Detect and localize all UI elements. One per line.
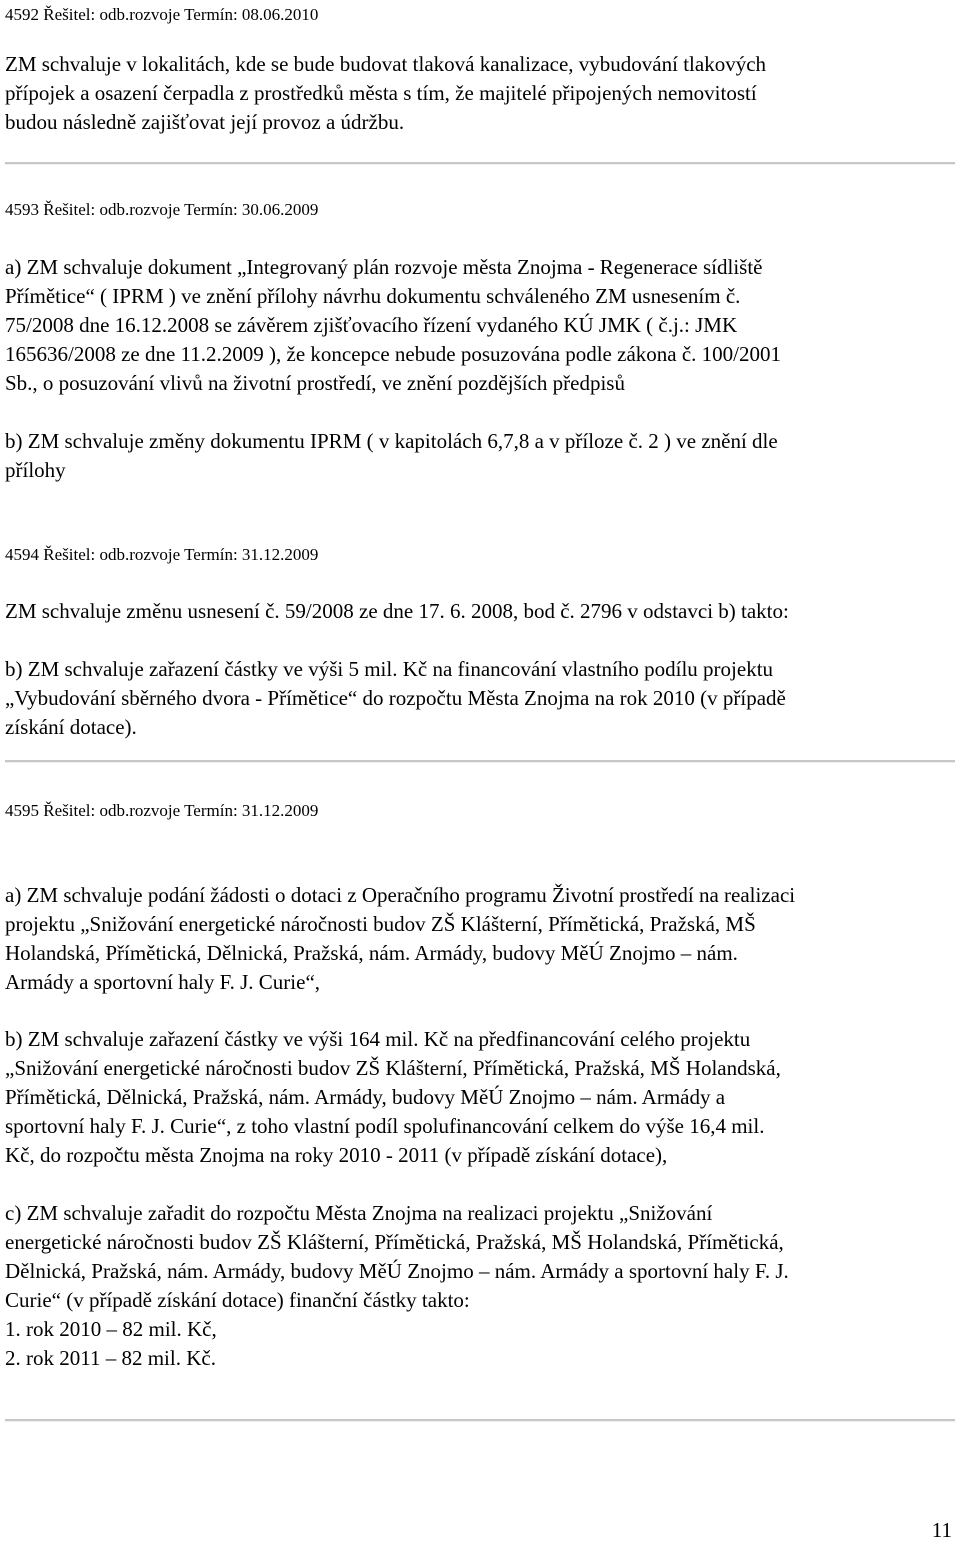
separator-line — [5, 1419, 955, 1422]
text-line: „Snižování energetické náročnosti budov ZŠ Klášterní, Přímětická, Pražská, MŠ Holandská, — [5, 1056, 781, 1080]
text-line: 165636/2008 ze dne 11.2.2009 ), že koncepce nebude posuzována podle zákona č. 100/2001 — [5, 342, 781, 366]
text-line: c) ZM schvaluje zařadit do rozpočtu Města Znojma na realizaci projektu „Snižování — [5, 1201, 713, 1225]
text-line: projektu „Snižování energetické náročnosti budov ZŠ Klášterní, Přímětická, Pražská, MŠ — [5, 912, 756, 936]
text-line: přípojek a osazení čerpadla z prostředků města s tím, že majitelé připojených nemovitostí — [5, 81, 757, 105]
resolution-header-4592: 4592 Řešitel: odb.rozvoje Termín: 08.06.2010 — [5, 5, 319, 24]
resolution-4592-paragraph — [5, 50, 955, 137]
text-line: přílohy — [5, 458, 66, 482]
text-line: Curie“ (v případě získání dotace) finanční částky takto: — [5, 1288, 470, 1312]
resolution-4595-paragraph-b — [5, 1025, 955, 1170]
separator-line — [5, 162, 955, 165]
page-number: 11 — [931, 1518, 952, 1542]
text-line: ZM schvaluje v lokalitách, kde se bude budovat tlaková kanalizace, vybudování tlakových — [5, 52, 767, 76]
separator-line — [5, 760, 955, 763]
resolution-header-4595: 4595 Řešitel: odb.rozvoje Termín: 31.12.2009 — [5, 801, 319, 820]
text-line: sportovní haly F. J. Curie“, z toho vlastní podíl spolufinancování celkem do výše 16,4 mil. — [5, 1114, 765, 1138]
text-line: Přímětická, Dělnická, Pražská, nám. Armády, budovy MěÚ Znojmo – nám. Armády a — [5, 1085, 726, 1109]
text-line: ZM schvaluje změnu usnesení č. 59/2008 ze dne 17. 6. 2008, bod č. 2796 v odstavci b) takto: — [5, 599, 789, 623]
text-line: 2. rok 2011 – 82 mil. Kč. — [5, 1346, 216, 1370]
text-line: Sb., o posuzování vlivů na životní prostředí, ve znění pozdějších předpisů — [5, 371, 625, 395]
text-line: Kč, do rozpočtu města Znojma na roky 2010 - 2011 (v případě získání dotace), — [5, 1143, 668, 1167]
text-line: 75/2008 dne 16.12.2008 se závěrem zjišťovacího řízení vydaného KÚ JMK ( č.j.: JMK — [5, 313, 738, 337]
text-line: Armády a sportovní haly F. J. Curie“, — [5, 970, 321, 994]
text-line: získání dotace). — [5, 715, 137, 739]
text-line: a) ZM schvaluje podání žádosti o dotaci z Operačního programu Životní prostředí na realizaci — [5, 883, 796, 907]
resolution-4595-paragraph-a — [5, 881, 955, 997]
text-line: b) ZM schvaluje zařazení částky ve výši 164 mil. Kč na předfinancování celého projektu — [5, 1027, 751, 1051]
text-line: Dělnická, Pražská, nám. Armády, budovy MěÚ Znojmo – nám. Armády a sportovní haly F. J. — [5, 1259, 789, 1283]
text-line: energetické náročnosti budov ZŠ Klášterní, Přímětická, Pražská, MŠ Holandská, Přímětická, — [5, 1230, 784, 1254]
resolution-4594-paragraph-b — [5, 655, 955, 742]
text-line: „Vybudování sběrného dvora - Přímětice“ do rozpočtu Města Znojma na rok 2010 (v případě — [5, 686, 786, 710]
resolution-4593-paragraph-a — [5, 253, 955, 398]
text-line: Přímětice“ ( IPRM ) ve znění přílohy návrhu dokumentu schváleného ZM usnesením č. — [5, 284, 741, 308]
text-line: Holandská, Přímětická, Dělnická, Pražská, nám. Armády, budovy MěÚ Znojmo – nám. — [5, 941, 738, 965]
text-line: a) ZM schvaluje dokument „Integrovaný plán rozvoje města Znojma - Regenerace sídliště — [5, 255, 763, 279]
text-line: b) ZM schvaluje změny dokumentu IPRM ( v kapitolách 6,7,8 a v příloze č. 2 ) ve znění dle — [5, 429, 778, 453]
resolution-4594-paragraph-1 — [5, 597, 955, 626]
text-line: 1. rok 2010 – 82 mil. Kč, — [5, 1317, 217, 1341]
resolution-header-4594: 4594 Řešitel: odb.rozvoje Termín: 31.12.2009 — [5, 545, 319, 564]
resolution-4595-paragraph-c — [5, 1199, 955, 1373]
resolution-header-4593: 4593 Řešitel: odb.rozvoje Termín: 30.06.2009 — [5, 200, 319, 219]
text-line: b) ZM schvaluje zařazení částky ve výši 5 mil. Kč na financování vlastního podílu projektu — [5, 657, 774, 681]
text-line: budou následně zajišťovat její provoz a údržbu. — [5, 110, 405, 134]
resolution-4593-paragraph-b — [5, 427, 955, 485]
